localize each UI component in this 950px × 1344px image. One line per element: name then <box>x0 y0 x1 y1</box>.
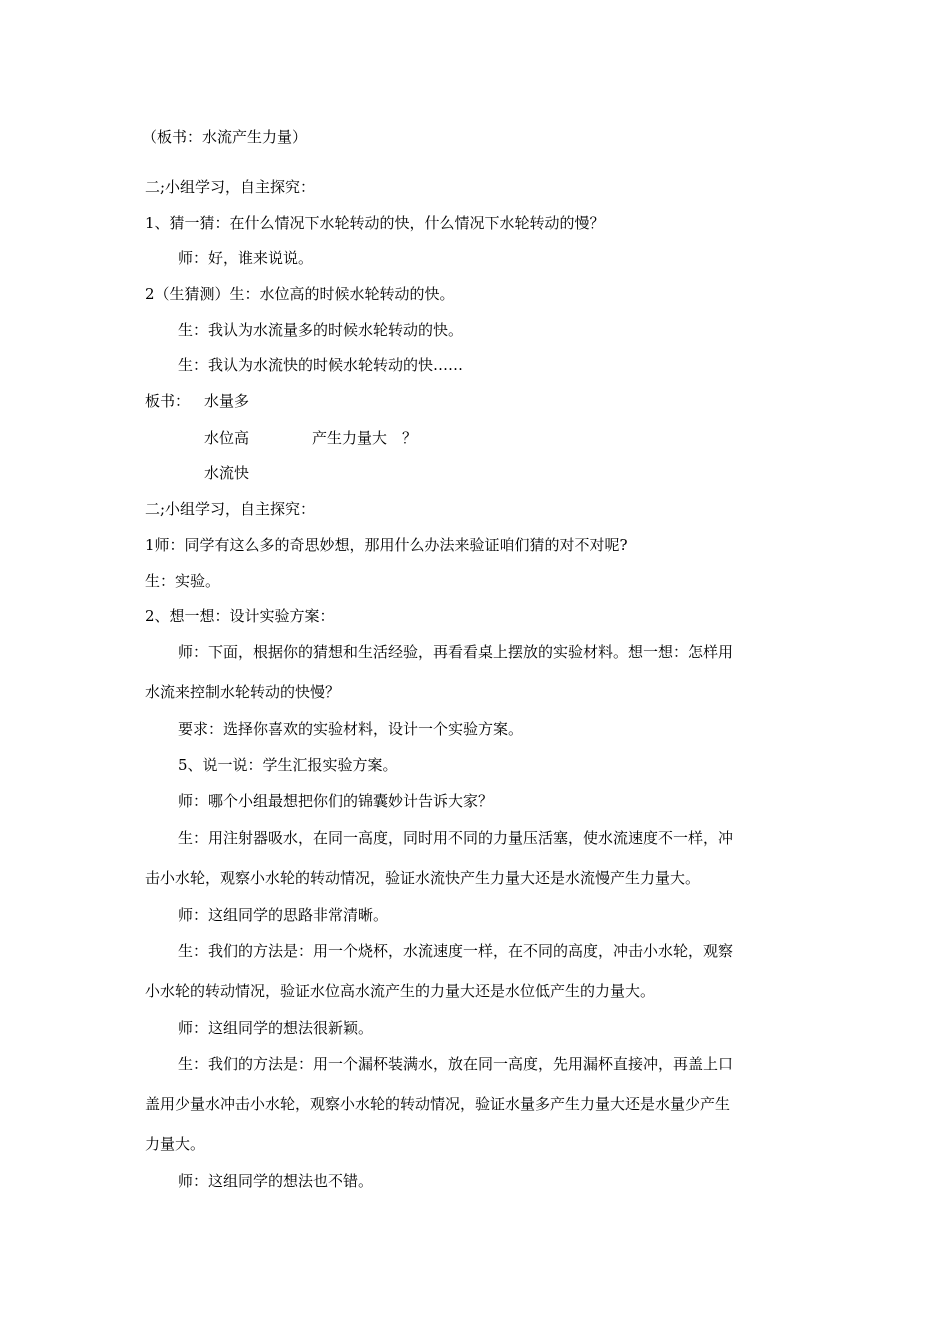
paragraph: 师：这组同学的思路非常清晰。 <box>178 906 389 924</box>
section-heading: 二;小组学习，自主探究： <box>145 500 316 518</box>
board-item: 水量多 <box>204 392 250 410</box>
board-item: 水位高 <box>204 429 250 447</box>
board-result: 产生力量大 <box>312 429 388 447</box>
paragraph: 生：我认为水流量多的时候水轮转动的快。 <box>178 321 464 339</box>
paragraph: 师：这组同学的想法很新颖。 <box>178 1019 374 1037</box>
paragraph: 5、说一说：学生汇报实验方案。 <box>178 756 398 774</box>
paragraph: 生：我们的方法是：用一个烧杯，水流速度一样，在不同的高度，冲击小水轮，观察 <box>178 942 734 960</box>
section-heading: 二;小组学习，自主探究： <box>145 178 316 196</box>
paragraph: 2、想一想：设计实验方案： <box>145 607 335 625</box>
paragraph: 盖用少量水冲击小水轮，观察小水轮的转动情况，验证水量多产生力量大还是水量少产生 <box>145 1095 731 1113</box>
paragraph: 2（生猜测）生：水位高的时候水轮转动的快。 <box>145 285 455 303</box>
board-note-title: （板书：水流产生力量） <box>142 128 308 146</box>
paragraph: 要求：选择你喜欢的实验材料，设计一个实验方案。 <box>178 720 524 738</box>
board-label: 板书： <box>145 392 191 410</box>
paragraph: 师：哪个小组最想把你们的锦囊妙计告诉大家？ <box>178 792 494 810</box>
paragraph: 生：实验。 <box>145 572 221 590</box>
paragraph: 师：下面，根据你的猜想和生活经验，再看看桌上摆放的实验材料。想一想：怎样用 <box>178 643 734 661</box>
paragraph: 水流来控制水轮转动的快慢？ <box>145 683 341 701</box>
board-question-mark: ？ <box>402 429 418 447</box>
paragraph: 小水轮的转动情况，验证水位高水流产生的力量大还是水位低产生的力量大。 <box>145 982 656 1000</box>
paragraph: 击小水轮，观察小水轮的转动情况，验证水流快产生力量大还是水流慢产生力量大。 <box>145 869 701 887</box>
paragraph: 1师：同学有这么多的奇思妙想，那用什么办法来验证咱们猜的对不对呢? <box>145 536 628 554</box>
paragraph: 1、猜一猜：在什么情况下水轮转动的快，什么情况下水轮转动的慢？ <box>145 214 605 232</box>
paragraph: 生：我认为水流快的时候水轮转动的快…… <box>178 356 464 374</box>
paragraph: 师：这组同学的想法也不错。 <box>178 1172 374 1190</box>
paragraph: 生：我们的方法是：用一个漏杯装满水，放在同一高度，先用漏杯直接冲，再盖上口 <box>178 1055 734 1073</box>
paragraph: 力量大。 <box>145 1135 206 1153</box>
board-item: 水流快 <box>204 464 250 482</box>
paragraph: 师：好，谁来说说。 <box>178 249 314 267</box>
paragraph: 生：用注射器吸水，在同一高度，同时用不同的力量压活塞，使水流速度不一样，冲 <box>178 829 734 847</box>
